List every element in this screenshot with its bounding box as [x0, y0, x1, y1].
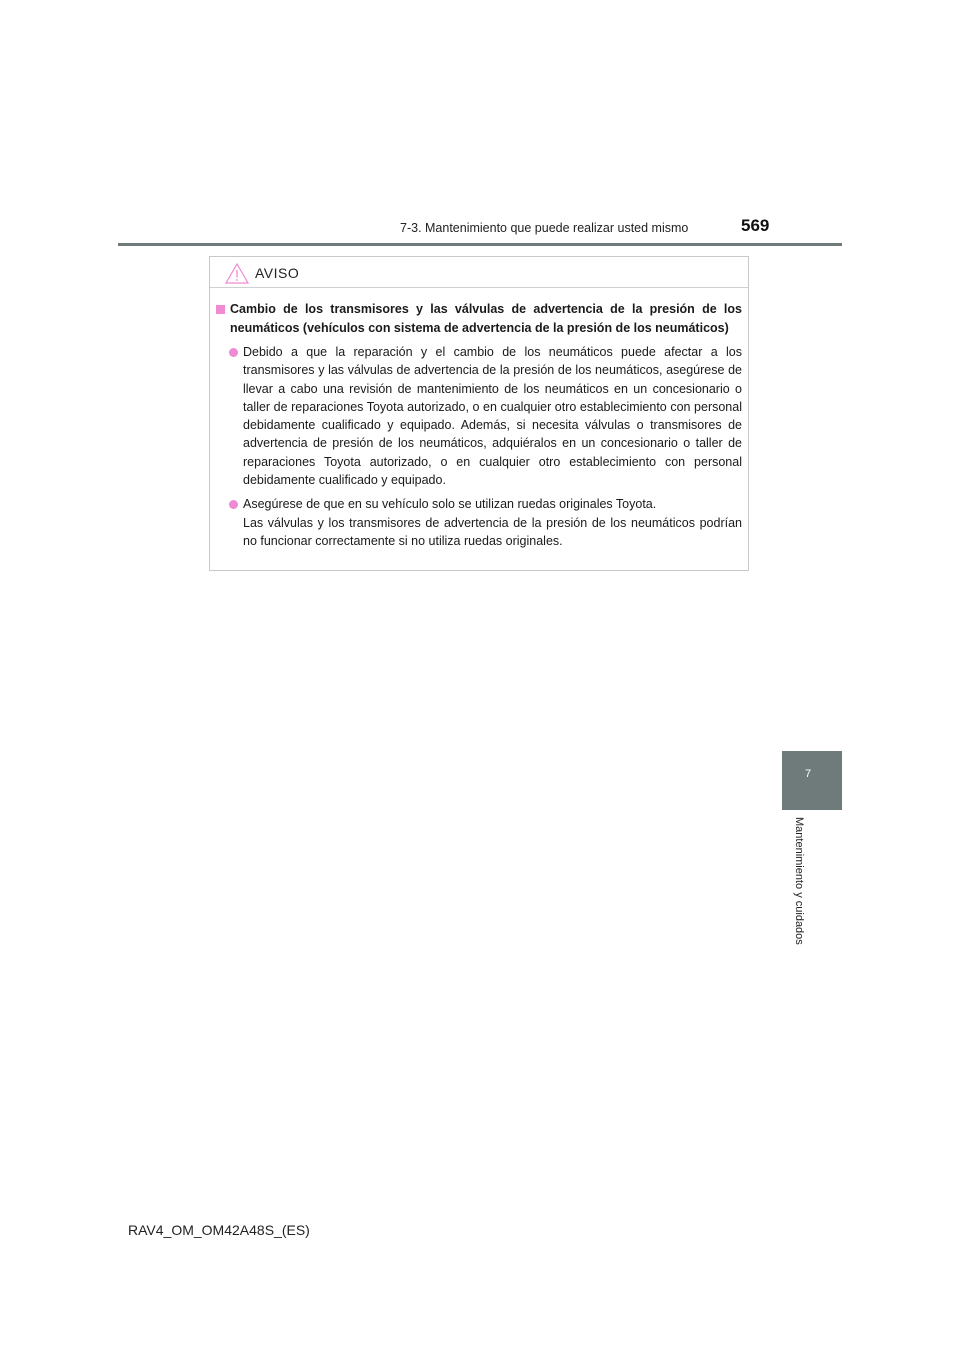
dot-bullet-icon: [229, 500, 238, 509]
bullet-paragraph: Asegúrese de que en su vehículo solo se utilizan ruedas originales Toyota.: [243, 497, 657, 512]
warning-box: [209, 256, 749, 571]
warning-triangle-icon: [225, 263, 249, 284]
chapter-tab: [782, 751, 842, 810]
header-rule: [118, 243, 842, 246]
header-section-title: 7-3. Mantenimiento que puede realizar usted mismo: [400, 221, 689, 235]
bullet-text: [243, 343, 742, 489]
footer-doc-code: RAV4_OM_OM42A48S_(ES): [128, 1222, 310, 1238]
warning-bullet-2: [216, 495, 742, 550]
dot-bullet-icon: [229, 348, 238, 357]
bullet-paragraph: Las válvulas y los transmisores de advertencia de la presión de los neumáticos podrían no funcionar correctamente si no utiliza ruedas originales.: [243, 515, 742, 548]
warning-title: AVISO: [255, 265, 300, 281]
page-number: 569: [741, 216, 770, 235]
warning-bullet-1: [216, 343, 742, 489]
chapter-label: Mantenimiento y cuidados: [793, 817, 805, 945]
bullet-text: [243, 495, 742, 550]
warning-header: [210, 257, 748, 288]
chapter-number: 7: [805, 768, 812, 780]
warning-body: [210, 288, 748, 550]
warning-section-title: [216, 300, 742, 337]
section-title-text: Cambio de los transmisores y las válvulas de advertencia de la presión de los neumáticos (vehículos con sistema de advertencia de la presión de los neumáticos): [230, 302, 742, 335]
square-bullet-icon: [216, 305, 225, 314]
bullet-paragraph: Debido a que la reparación y el cambio de los neumáticos puede afectar a los transmisores y las válvulas de advertencia de la presión de los neumáticos, asegúrese de llevar a cabo una revisión de mantenimiento de los neumáticos en un concesionario o taller de reparaciones Toyota autorizado, o en cualquier otro establecimiento con personal debidamente cualificado y equipado. Además, si necesita válvulas o transmisores de advertencia de presión de los neumáticos, adquiéralos en un concesionario o taller de reparaciones Toyota autorizado, o en cualquier otro establecimiento con personal debidamente cualificado y equipado.: [243, 345, 742, 488]
